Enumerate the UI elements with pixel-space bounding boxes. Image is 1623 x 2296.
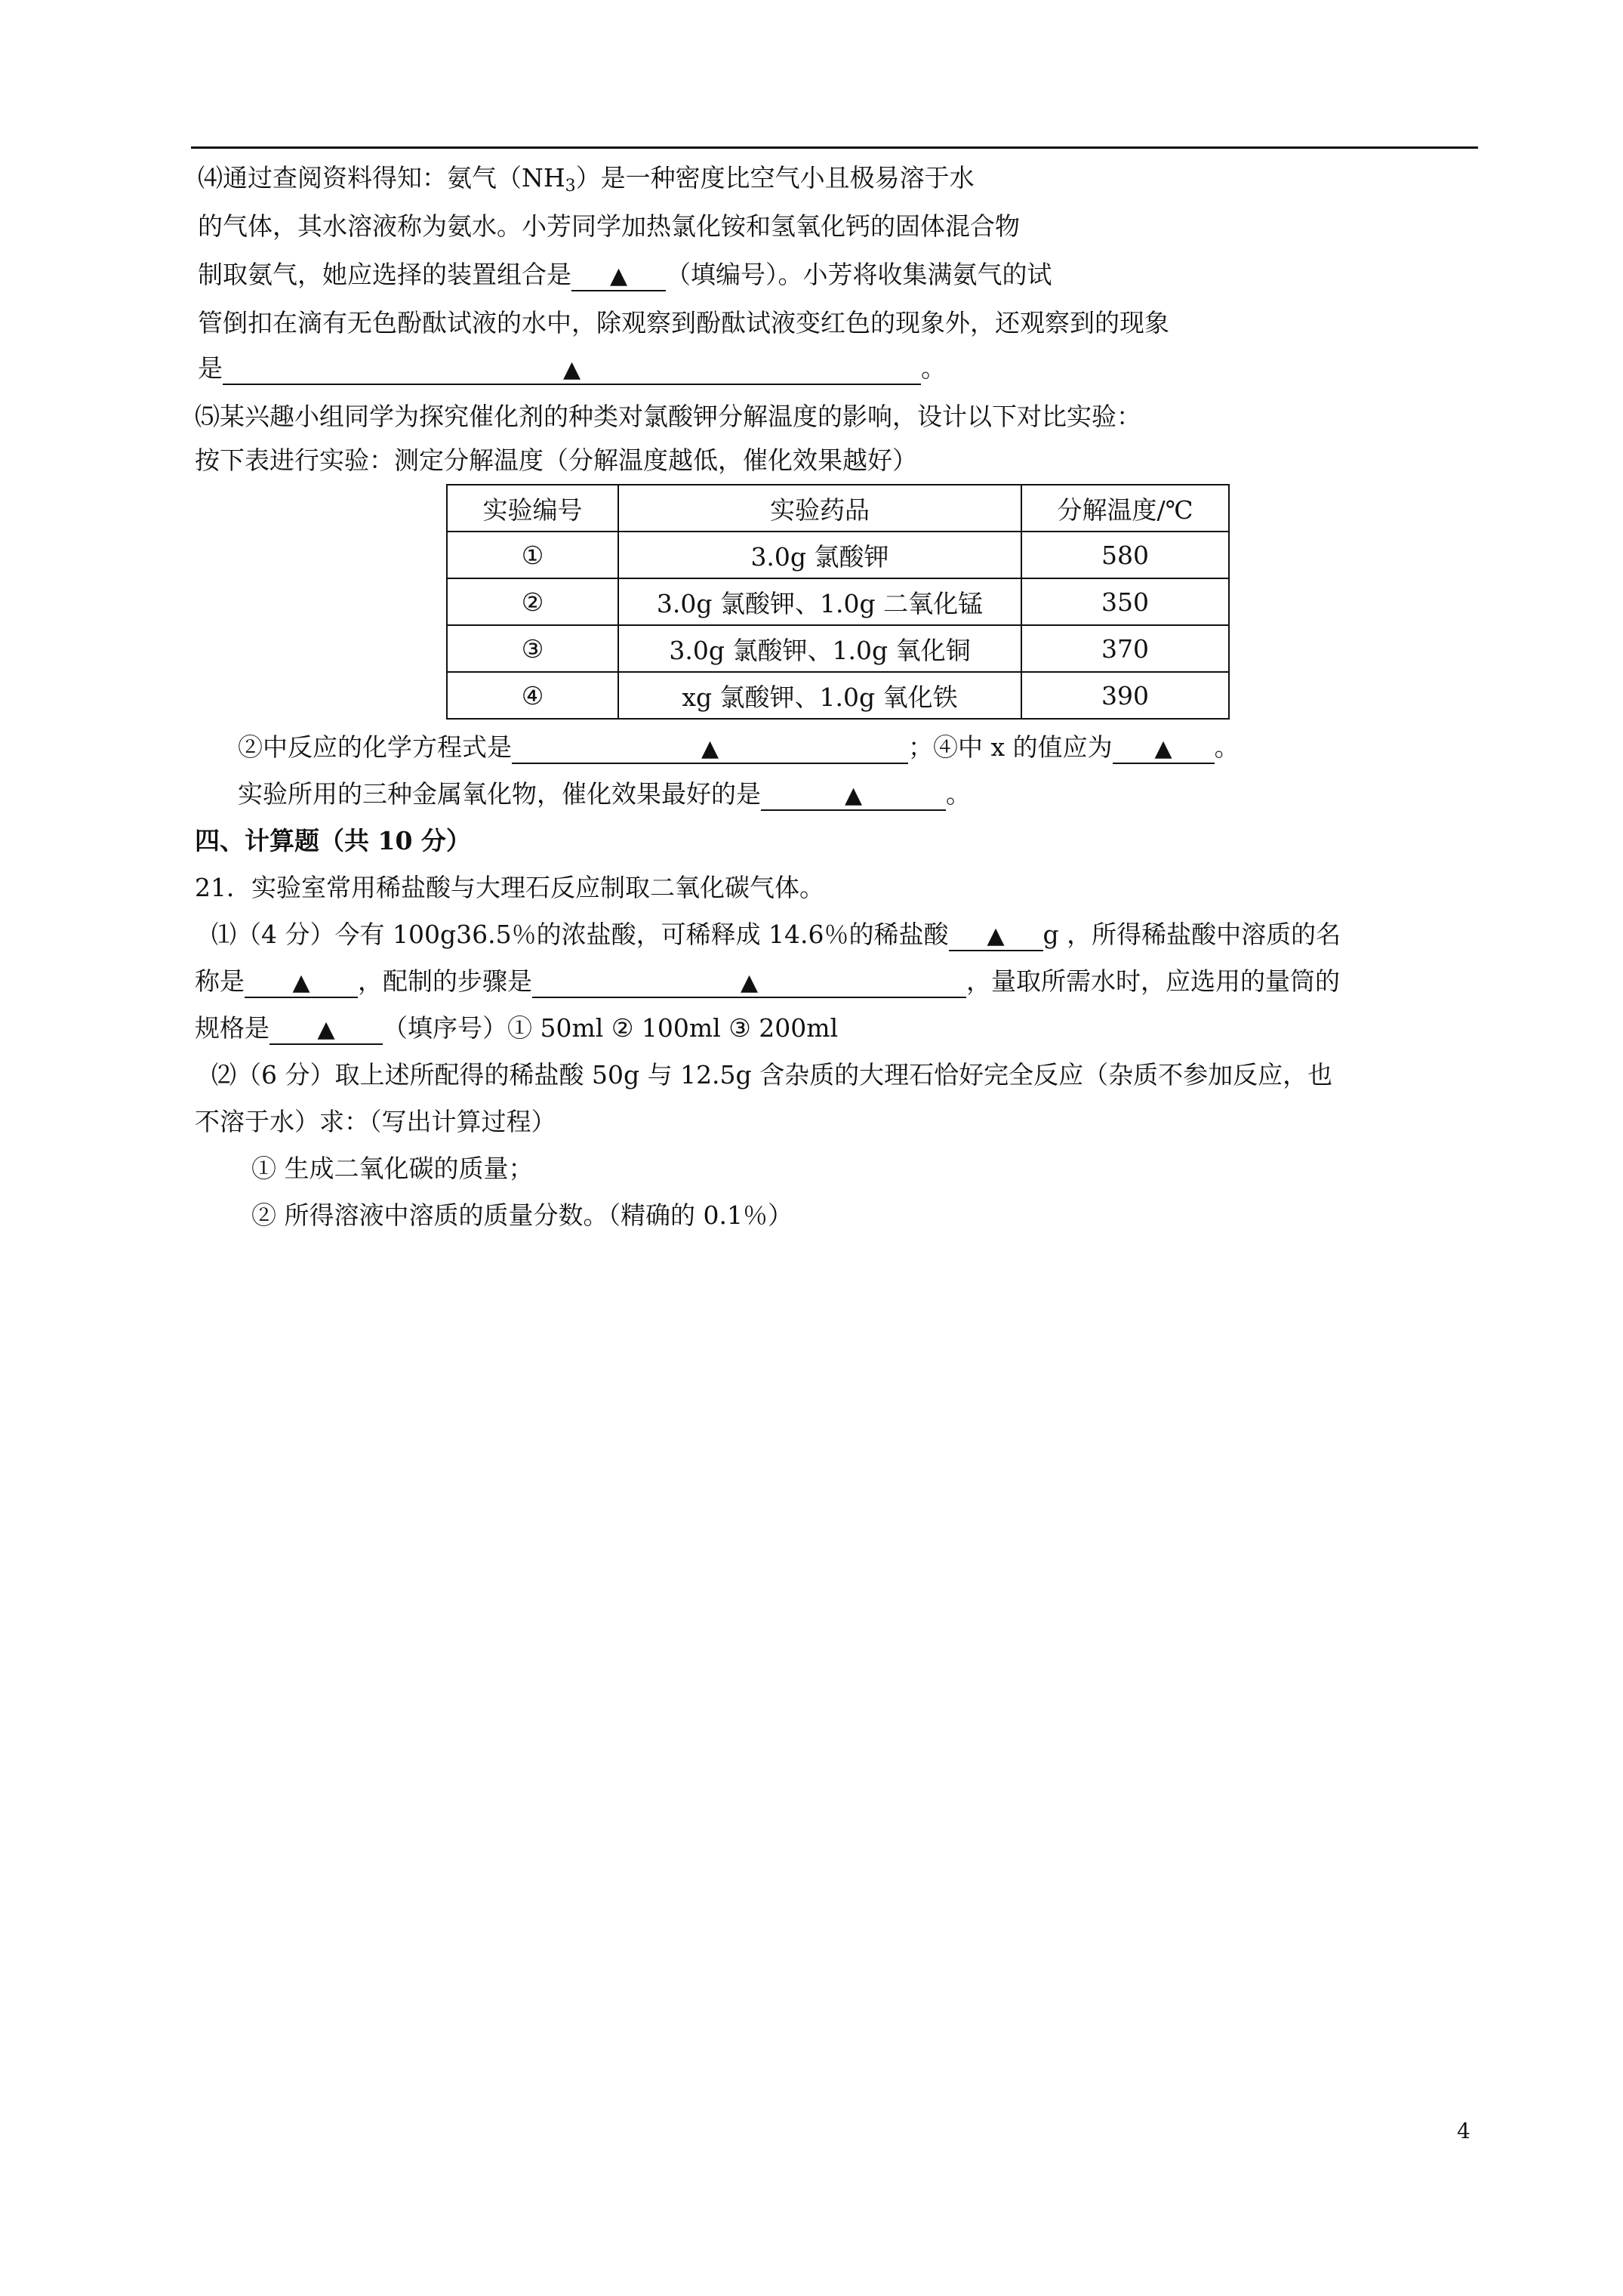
q21-item-2: ② 所得溶液中溶质的质量分数。（精确的 0.1％） — [251, 1200, 793, 1230]
answer-blank[interactable]: ▲ — [761, 779, 946, 811]
q21-part1-line-2: 称是 ▲ ，配制的步骤是 ▲ ，量取所需水时，应选用的量筒的 — [195, 965, 1340, 998]
table-cell: 3.0g 氯酸钾 — [618, 532, 1021, 578]
table-row — [447, 625, 1229, 672]
answer-blank[interactable]: ▲ — [245, 966, 358, 998]
table-cell: 3.0g 氯酸钾、1.0g 二氧化锰 — [618, 578, 1021, 625]
q21-part2-line-2: 不溶于水）求：（写出计算过程） — [195, 1107, 556, 1136]
table-header-cell: 分解温度/℃ — [1021, 485, 1229, 532]
answer-blank[interactable]: ▲ — [1113, 732, 1215, 764]
table-row — [447, 578, 1229, 625]
table-header-cell: 实验编号 — [447, 485, 618, 532]
table-cell: 390 — [1021, 672, 1229, 719]
table-row — [447, 532, 1229, 578]
q5-line-1: ⑸某兴趣小组同学为探究催化剂的种类对氯酸钾分解温度的影响，设计以下对比实验： — [195, 402, 1141, 431]
q4-line-1: ⑷通过查阅资料得知：氨气$(NH_3)$是一种密度比空气小且极易溶于水 — [198, 163, 975, 196]
header-rule — [191, 146, 1478, 149]
table-cell: 370 — [1021, 625, 1229, 672]
page-number: 4 — [1457, 2119, 1471, 2143]
q5-line-2: 按下表进行实验：测定分解温度（分解温度越低，催化效果越好） — [195, 445, 917, 475]
answer-blank[interactable]: ▲ — [512, 732, 908, 764]
q4-line-3: 制取氨气，她应选择的装置组合是 ▲ （填编号）。小芳将收集满氨气的试 — [198, 258, 1052, 291]
section-heading: 四、计算题（共 10 分） — [195, 826, 471, 855]
q4-line-4: 管倒扣在滴有无色酚酞试液的水中，除观察到酚酞试液变红色的现象外，还观察到的现象 — [198, 308, 1169, 337]
q21-part1-line-3: 规格是 ▲ （填序号）① 50ml ② 100ml ③ 200ml — [195, 1012, 838, 1045]
table-cell: ③ — [447, 625, 618, 672]
answer-blank[interactable]: ▲ — [269, 1013, 383, 1045]
answer-blank[interactable]: ▲ — [532, 966, 966, 998]
q4-line-5: 是 ▲ 。 — [198, 352, 946, 385]
experiment-table — [446, 484, 1230, 720]
table-cell: ① — [447, 532, 618, 578]
table-cell: 580 — [1021, 532, 1229, 578]
table-row — [447, 672, 1229, 719]
answer-blank[interactable]: ▲ — [571, 260, 666, 291]
q4-line-2: 的气体，其水溶液称为氨水。小芳同学加热氯化铵和氢氧化钙的固体混合物 — [198, 211, 1020, 241]
q21-intro: 21．实验室常用稀盐酸与大理石反应制取二氧化碳气体。 — [195, 873, 824, 902]
table-cell: xg 氯酸钾、1.0g 氧化铁 — [618, 672, 1021, 719]
table-header-cell: 实验药品 — [618, 485, 1021, 532]
q21-part2-line-1: ⑵（6 分）取上述所配得的稀盐酸 50g 与 12.5g 含杂质的大理石恰好完全反应（杂质不参加反应，也 — [211, 1060, 1333, 1089]
answer-blank[interactable]: ▲ — [223, 353, 921, 385]
table-header-row — [447, 485, 1229, 532]
table-cell: 3.0g 氯酸钾、1.0g 氧化铜 — [618, 625, 1021, 672]
answer-blank[interactable]: ▲ — [949, 920, 1043, 951]
q5-after-line-2: 实验所用的三种金属氧化物，催化效果最好的是 ▲ 。 — [238, 778, 971, 811]
q21-item-1: ① 生成二氧化碳的质量； — [251, 1154, 534, 1183]
table-cell: ② — [447, 578, 618, 625]
q5-after-line-1: ②中反应的化学方程式是 ▲ ；④中 x 的值应为 ▲ 。 — [238, 731, 1240, 764]
table-cell: 350 — [1021, 578, 1229, 625]
table-cell: ④ — [447, 672, 618, 719]
q21-part1-line-1: ⑴（4 分）今有 100g36.5％的浓盐酸，可稀释成 14.6％的稀盐酸 ▲ g ，所得稀盐酸中溶质的名 — [211, 918, 1341, 951]
